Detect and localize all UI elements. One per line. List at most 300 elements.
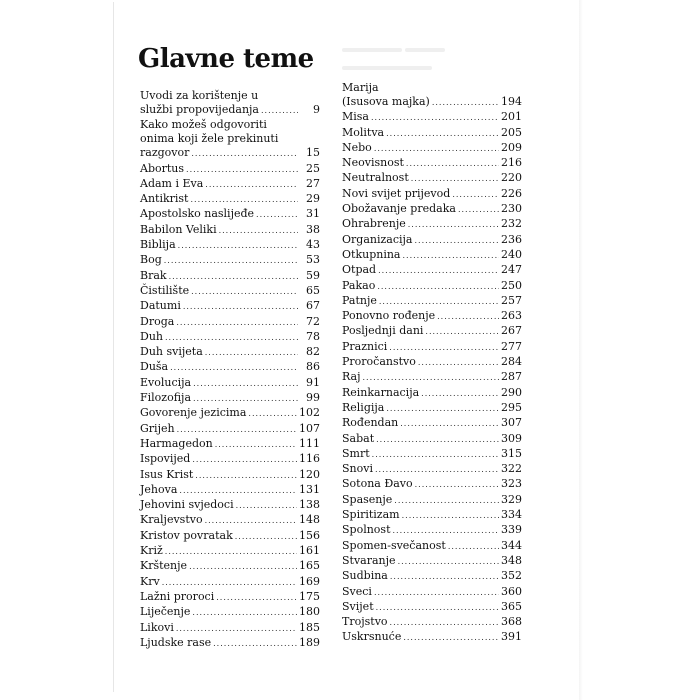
toc-entry-label: Govorenje jezicima [140, 406, 247, 420]
toc-entry-row [342, 369, 522, 384]
toc-entry-reinkarnacija [342, 385, 522, 400]
toc-entry-smrt [342, 446, 522, 461]
toc-entry-page-number: 72 [306, 314, 320, 328]
toc-entry-label: Antikrist [140, 192, 189, 206]
toc-entry-biblija [140, 237, 320, 252]
toc-entry-label: Posljednji dani [342, 324, 424, 338]
toc-entry-row [342, 170, 522, 185]
dot-leader [195, 468, 297, 483]
toc-entry-page-number: 290 [501, 385, 522, 399]
dot-leader [205, 177, 298, 192]
toc-entry-duh-svijeta [140, 344, 320, 359]
toc-entry-label: Svijet [342, 599, 374, 613]
toc-entry-row [342, 308, 522, 323]
toc-entry-page-number: 216 [501, 156, 522, 170]
toc-entry-page-number: 209 [501, 140, 522, 154]
toc-entry-page-number: 323 [501, 477, 522, 491]
toc-entry-krstenje [140, 558, 320, 573]
toc-entry-label: Brak [140, 268, 167, 282]
toc-entry-label: Misa [342, 110, 369, 124]
toc-entry-label: Reinkarnacija [342, 385, 420, 399]
toc-entry-sotona-davo [342, 476, 522, 491]
toc-entry-label: Molitva [342, 125, 385, 139]
toc-entry-row [140, 604, 320, 619]
toc-entry-label: Ljudske rase [140, 635, 212, 649]
toc-entry-label: Jehova [140, 482, 178, 496]
dot-leader [403, 630, 499, 645]
toc-entry-page-number: 161 [299, 544, 320, 558]
toc-entry-row [342, 538, 522, 553]
toc-entry-page-number: 220 [501, 171, 522, 185]
dot-leader [379, 294, 499, 309]
toc-entry-label: (Isusova majka) [342, 95, 430, 108]
dot-leader [176, 315, 298, 330]
toc-entry-row [140, 512, 320, 527]
dot-leader [393, 523, 500, 538]
toc-entry-row [342, 553, 522, 568]
dot-leader [192, 605, 297, 620]
toc-entry-page-number: 185 [299, 620, 320, 634]
toc-entry-row [140, 574, 320, 589]
toc-entry-page-number: 322 [501, 462, 522, 476]
dot-leader [236, 498, 297, 513]
toc-entry-page-number: 360 [501, 584, 522, 598]
toc-entry-trojstvo [342, 614, 522, 629]
toc-entry-label: Lažni proroci [140, 589, 215, 603]
toc-entry-row [140, 102, 320, 117]
toc-entry-page-number: 38 [306, 222, 320, 236]
toc-entry-label-line: Marija [342, 81, 379, 94]
toc-entry-otpad [342, 262, 522, 277]
toc-entry-row [140, 543, 320, 558]
toc-entry-page-number: 232 [501, 217, 522, 231]
toc-entry-row [140, 375, 320, 390]
toc-entry-row [342, 125, 522, 140]
toc-entry-row [140, 329, 320, 344]
dot-leader [374, 585, 499, 600]
toc-entry-kriz [140, 543, 320, 558]
dot-leader [374, 141, 499, 156]
toc-entry-page-number: 67 [306, 299, 320, 313]
dot-leader [189, 559, 297, 574]
toc-entry-row [140, 268, 320, 283]
toc-entry-page-number: 240 [501, 247, 522, 261]
toc-entry-label: Ohrabrenje [342, 217, 406, 231]
toc-entry-page-number: 226 [501, 186, 522, 200]
toc-entry-row [342, 278, 522, 293]
toc-entry-label: Bog [140, 253, 162, 267]
toc-left-column [140, 88, 320, 650]
dot-leader [408, 217, 499, 232]
dot-leader [164, 253, 298, 268]
toc-entry-nebo [342, 140, 522, 155]
toc-entry-label: Grijeh [140, 421, 175, 435]
toc-entry-row [140, 176, 320, 191]
page-title: Glavne teme [138, 44, 314, 74]
toc-entry-label: Otpad [342, 263, 377, 277]
toc-entry-krv [140, 574, 320, 589]
toc-entry-row [140, 191, 320, 206]
toc-entry-row [342, 186, 522, 201]
toc-entry-row [342, 262, 522, 277]
toc-entry-page-number: 15 [306, 146, 320, 160]
toc-entry-row [342, 400, 522, 415]
toc-entry-spolnost [342, 522, 522, 537]
toc-entry-filozofija [140, 390, 320, 405]
toc-entry-label: Čistilište [140, 283, 190, 297]
toc-entry-page-number: 25 [306, 161, 320, 175]
toc-entry-label: Neovisnost [342, 156, 404, 170]
toc-entry-row [342, 599, 522, 614]
toc-entry-evolucija [140, 375, 320, 390]
toc-entry-row [342, 232, 522, 247]
toc-entry-label: Ponovno rođenje [342, 309, 436, 323]
toc-entry-label: razgovor [140, 146, 190, 160]
toc-entry-lijecenje [140, 604, 320, 619]
toc-entry-row [342, 415, 522, 430]
toc-entry-page-number: 307 [501, 416, 522, 430]
dot-leader [162, 575, 297, 590]
dot-leader [378, 263, 499, 278]
toc-entry-label: Organizacija [342, 232, 413, 246]
toc-entry-page-number: 334 [501, 508, 522, 522]
toc-entry-posljednji-dani [342, 323, 522, 338]
toc-entry-spasenje [342, 492, 522, 507]
toc-entry-label: Spiritizam [342, 508, 400, 522]
toc-entry-row [140, 497, 320, 512]
dot-leader [425, 324, 499, 339]
toc-entry-label: Ispovijed [140, 452, 191, 466]
toc-entry-jehovini-svjedoci [140, 497, 320, 512]
dot-leader [458, 202, 499, 217]
toc-entry-label: Patnje [342, 293, 377, 307]
dot-leader [183, 299, 298, 314]
toc-entry-harmagedon [140, 436, 320, 451]
dot-leader [371, 110, 499, 125]
dot-leader [169, 269, 298, 284]
dot-leader [414, 233, 499, 248]
dot-leader [219, 223, 298, 238]
dot-leader [179, 483, 297, 498]
toc-entry-row [342, 109, 522, 124]
toc-entry-label: Duša [140, 360, 169, 374]
toc-entry-label: Sudbina [342, 569, 388, 583]
toc-entry-jehova [140, 482, 320, 497]
dot-leader [215, 437, 297, 452]
toc-entry-label: Sveci [342, 584, 372, 598]
toc-entry-label: Abortus [140, 161, 185, 175]
toc-entry-page-number: 284 [501, 355, 522, 369]
toc-entry-page-number: 180 [299, 605, 320, 619]
toc-entry-praznici [342, 339, 522, 354]
toc-entry-row [140, 314, 320, 329]
toc-entry-duh [140, 329, 320, 344]
toc-entry-page-number: 107 [299, 421, 320, 435]
toc-entry-row [342, 155, 522, 170]
toc-entry-label: Krv [140, 574, 160, 588]
dot-leader [177, 422, 297, 437]
toc-entry-spiritizam [342, 507, 522, 522]
toc-entry-label: Filozofija [140, 391, 192, 405]
dot-leader [261, 103, 298, 118]
toc-entry-otkupnina [342, 247, 522, 262]
toc-entry-row [342, 354, 522, 369]
toc-entry-row [140, 436, 320, 451]
toc-entry-label: Kraljevstvo [140, 513, 203, 527]
toc-entry-label: Neutralnost [342, 171, 409, 185]
toc-entry-row [140, 161, 320, 176]
toc-entry-page-number: 78 [306, 329, 320, 343]
dot-leader [178, 238, 298, 253]
toc-entry-page-number: 27 [306, 176, 320, 190]
toc-entry-rodendan [342, 415, 522, 430]
toc-entry-row [140, 620, 320, 635]
toc-entry-row [140, 206, 320, 221]
toc-entry-sluzbi-propovijedanja [140, 88, 320, 117]
toc-entry-row [342, 323, 522, 338]
toc-entry-row [342, 522, 522, 537]
toc-entry-label: Apostolsko naslijeđe [140, 207, 255, 221]
toc-entry-row [140, 222, 320, 237]
toc-entry-row [342, 446, 522, 461]
dot-leader [386, 401, 499, 416]
toc-entry-row [342, 461, 522, 476]
toc-entry-row [140, 298, 320, 313]
dot-leader [448, 539, 499, 554]
toc-entry-row [140, 467, 320, 482]
bleed-through-text [405, 48, 445, 52]
toc-entry-neutralnost [342, 170, 522, 185]
toc-entry-label: Droga [140, 314, 175, 328]
toc-entry-page-number: 138 [299, 498, 320, 512]
dot-leader [216, 590, 297, 605]
toc-entry-page-number: 131 [299, 482, 320, 496]
toc-entry-govorenje-jezicima [140, 405, 320, 420]
toc-entry-ohrabrenje [342, 216, 522, 231]
toc-entry-religija [342, 400, 522, 415]
dot-leader [256, 207, 298, 222]
toc-entry-page-number: 257 [501, 293, 522, 307]
toc-entry-row [342, 216, 522, 231]
dot-leader [386, 126, 499, 141]
dot-leader [418, 355, 499, 370]
dot-leader [193, 391, 298, 406]
toc-entry-page-number: 368 [501, 615, 522, 629]
toc-entry-page-number: 43 [306, 238, 320, 252]
toc-entry-row [140, 283, 320, 298]
toc-entry-page-number: 250 [501, 278, 522, 292]
bleed-through-text [342, 66, 432, 70]
toc-entry-label: Rođendan [342, 416, 399, 430]
toc-entry-row [342, 140, 522, 155]
page-edge-shadow [579, 0, 583, 700]
toc-entry-page-number: 189 [299, 635, 320, 649]
toc-entry-row [140, 589, 320, 604]
bleed-through-text [342, 48, 402, 52]
toc-entry-label: Biblija [140, 238, 176, 252]
toc-entry-row [342, 385, 522, 400]
dot-leader [192, 452, 297, 467]
dot-leader [248, 406, 297, 421]
toc-entry-label: Križ [140, 544, 163, 558]
toc-entry-page-number: 277 [501, 339, 522, 353]
dot-leader [376, 432, 499, 447]
dot-leader [400, 416, 499, 431]
toc-entry-label: Proročanstvo [342, 355, 416, 369]
dot-leader [372, 447, 499, 462]
toc-entry-row [140, 451, 320, 466]
toc-entry-page-number: 175 [299, 589, 320, 603]
dot-leader [363, 370, 499, 385]
dot-leader [390, 569, 499, 584]
toc-entry-row [140, 237, 320, 252]
toc-entry-row [342, 94, 522, 109]
toc-entry-row [140, 344, 320, 359]
toc-entry-ponovno-rodenje [342, 308, 522, 323]
toc-entry-organizacija [342, 232, 522, 247]
toc-entry-label: Otkupnina [342, 247, 401, 261]
toc-entry-page-number: 365 [501, 599, 522, 613]
toc-entry-page-number: 91 [306, 375, 320, 389]
dot-leader [170, 360, 298, 375]
toc-entry-label: Kristov povratak [140, 528, 233, 542]
toc-entry-neovisnost [342, 155, 522, 170]
toc-entry-antikrist [140, 191, 320, 206]
toc-entry-page-number: 391 [501, 630, 522, 644]
toc-entry-row [140, 482, 320, 497]
toc-entry-row [140, 635, 320, 650]
toc-entry-page-number: 205 [501, 125, 522, 139]
toc-entry-kraljevstvo [140, 512, 320, 527]
toc-entry-page-number: 65 [306, 283, 320, 297]
dot-leader [389, 340, 499, 355]
dot-leader [437, 309, 499, 324]
toc-entry-babilon-veliki [140, 222, 320, 237]
toc-entry-page-number: 148 [299, 513, 320, 527]
toc-entry-page-number: 315 [501, 446, 522, 460]
dot-leader [205, 345, 298, 360]
toc-entry-page-number: 287 [501, 370, 522, 384]
toc-entry-page-number: 267 [501, 324, 522, 338]
toc-entry-page-number: 230 [501, 202, 522, 216]
dot-leader [165, 330, 298, 345]
toc-entry-page-number: 31 [306, 207, 320, 221]
toc-entry-page-number: 102 [299, 406, 320, 420]
toc-entry-label: Isus Krist [140, 467, 194, 481]
toc-entry-label: Sabat [342, 431, 375, 445]
dot-leader [376, 600, 499, 615]
toc-entry-raj [342, 369, 522, 384]
toc-entry-row [140, 390, 320, 405]
dot-leader [176, 621, 297, 636]
toc-entry-row [342, 492, 522, 507]
toc-entry-molitva [342, 125, 522, 140]
toc-entry-ljudske-rase [140, 635, 320, 650]
toc-entry-label: Smrt [342, 446, 370, 460]
toc-entry-page-number: 82 [306, 345, 320, 359]
toc-entry-bog [140, 252, 320, 267]
toc-entry-page-number: 236 [501, 232, 522, 246]
toc-entry-sveci [342, 584, 522, 599]
dot-leader [432, 95, 499, 110]
toc-entry-apostolsko-naslijede [140, 206, 320, 221]
toc-entry-sudbina [342, 568, 522, 583]
toc-entry-label: Religija [342, 400, 385, 414]
toc-entry-row [140, 359, 320, 374]
dot-leader [406, 156, 499, 171]
toc-entry-label: Obožavanje predaka [342, 202, 456, 216]
toc-entry-page-number: 111 [299, 436, 320, 450]
toc-entry-page-number: 59 [306, 268, 320, 282]
toc-entry-page-number: 165 [299, 559, 320, 573]
toc-entry-page-number: 120 [299, 467, 320, 481]
toc-entry-row [140, 252, 320, 267]
toc-entry-novi-svijet-prijevod [342, 186, 522, 201]
toc-entry-page-number: 53 [306, 253, 320, 267]
toc-entry-row [342, 247, 522, 262]
toc-entry-label: Harmagedon [140, 436, 213, 450]
dot-leader [390, 615, 499, 630]
toc-entry-misa [342, 109, 522, 124]
toc-entry-datumi [140, 298, 320, 313]
toc-entry-kristov-povratak [140, 528, 320, 543]
toc-entry-row [342, 584, 522, 599]
toc-entry-label: Likovi [140, 620, 174, 634]
dot-leader [165, 544, 297, 559]
toc-entry-row [342, 476, 522, 491]
toc-entry-label: službi propovijedanja [140, 103, 259, 116]
toc-entry-label-line: onima koji žele prekinuti [140, 132, 279, 146]
toc-entry-label: Evolucija [140, 375, 192, 389]
toc-entry-page-number: 201 [501, 110, 522, 124]
toc-entry-page-number: 295 [501, 400, 522, 414]
toc-entry-cistiliste [140, 283, 320, 298]
toc-entry-row [140, 528, 320, 543]
toc-entry-adam-i-eva [140, 176, 320, 191]
toc-entry-row [342, 201, 522, 216]
toc-entry-page-number: 348 [501, 553, 522, 567]
toc-entry-page-number: 156 [299, 528, 320, 542]
dot-leader [452, 187, 499, 202]
toc-entry-pakao [342, 278, 522, 293]
toc-entry-razgovor [140, 117, 320, 160]
dot-leader [213, 636, 297, 651]
dot-leader [190, 192, 298, 207]
toc-entry-dusa [140, 359, 320, 374]
toc-entry-isusova-majka [342, 80, 522, 109]
toc-entry-stvaranje [342, 553, 522, 568]
toc-entry-page-number: 352 [501, 569, 522, 583]
toc-entry-obozavanje-predaka [342, 201, 522, 216]
toc-entry-page-number: 329 [501, 492, 522, 506]
toc-entry-ispovijed [140, 451, 320, 466]
toc-entry-label: Novi svijet prijevod [342, 186, 451, 200]
dot-leader [411, 171, 499, 186]
dot-leader [191, 284, 298, 299]
toc-entry-label: Adam i Eva [140, 176, 204, 190]
toc-entry-patnje [342, 293, 522, 308]
toc-entry-uskrsnuce [342, 629, 522, 644]
toc-entry-snovi [342, 461, 522, 476]
toc-entry-droga [140, 314, 320, 329]
dot-leader [394, 493, 499, 508]
toc-entry-label: Sotona Đavo [342, 477, 413, 491]
toc-entry-grijeh [140, 421, 320, 436]
toc-entry-abortus [140, 161, 320, 176]
dot-leader [205, 513, 297, 528]
toc-entry-label: Snovi [342, 462, 373, 476]
dot-leader [398, 554, 499, 569]
